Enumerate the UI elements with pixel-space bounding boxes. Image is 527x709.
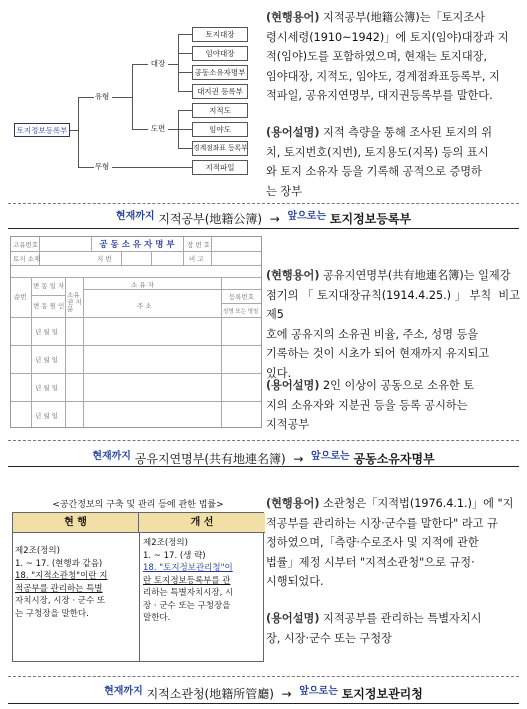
table-header-improved: 개 선: [139, 513, 265, 533]
table-header-current: 현 행: [13, 513, 139, 533]
form-date-cell: 년 월 일: [35, 412, 58, 420]
diagram-item: 경계점좌표 등록부: [192, 141, 248, 156]
form-date-cell: 년 월 일: [35, 356, 58, 364]
current-term-paragraph: (현행용어) 소관청은「지적법(1976.4.1.)」에 "지 적공부를 관리하는 시장·군수를 말한다" 라고 규 정하였으며,「측량·수로조사 및 지적에 관한 법률」제정 시부터 "지적소관청"으로 규정· 시행되었다.: [266, 497, 514, 588]
diagram-sub-ledger: 대장: [150, 59, 166, 68]
table-improved-text: 제2조(정의) 1. ~ 17. (생 략) 18. "토지정보관리청"이 란 토지정보등록부를 관 리하는 특별자치시장, 시 장 · 군수 또는 구청장을 말한다.: [143, 538, 234, 623]
divider: [8, 440, 519, 441]
diagram-item: 대지권 등록부: [192, 84, 248, 99]
divider: [8, 466, 519, 467]
diagram-item: 지적파일: [192, 160, 248, 175]
diagram-item: 공동소유자명부: [192, 65, 248, 80]
diagram-item: 임야대장: [192, 46, 248, 61]
divider: [8, 228, 519, 229]
diagram-group-tangible: 유형: [94, 92, 110, 101]
term-explanation-paragraph: (용어설명) 지적공부를 관리하는 특별자치시 장, 시장·군수 또는 구청장: [266, 612, 482, 645]
diagram-item: 임야도: [192, 122, 248, 137]
law-comparison-table: [12, 512, 264, 662]
term-change-summary: $^{현재까지}$ 공유지연명부(共有地連名簿) → $^{앞으로는}$ 공동소유자명부: [92, 451, 435, 466]
current-term-paragraph: (현행용어) 공유지연명부(共有地連名簿)는 일제강 점기의「토지대장규칙(1914.4.25.)」부칙 비고 제5 호에 공유지의 소유권 비율, 주소, 성명 등을 기록하는 것이 시초가 되어 현재까지 유지되고 있다.: [266, 269, 520, 380]
term-change-summary: $^{현재까지}$ 지적소관청(地籍所管廳) → $^{앞으로는}$ 토지정보관리청: [104, 686, 423, 701]
form-date-cell: 년 월 일: [35, 384, 58, 392]
current-term-paragraph: (현행용어) 지적공부(地籍公簿)는「토지조사 령시세령(1910~1942)」에 토지(임야)대장과 지 적(임야)도를 포함하였으며, 현재는 토지대장, 임야대장, 지적도, 임야도, 경계점좌표등록부, 지 적파일, 공유지연명부, 대지권등록부를 말한다.: [266, 11, 509, 102]
diagram-item: 지적도: [192, 103, 248, 118]
law-title: <공간정보의 구축 및 관리 등에 관한 법률>: [52, 500, 224, 510]
table-current-text: 제2조(정의) 1. ~ 17. (현행과 같음) 18. "지적소관청"이란 지 적공부를 관리하는 특별 자치시장, 시장 · 군수 또 는 구청장을 말한다.: [15, 546, 108, 619]
term-change-summary: $^{현재까지}$ 지적공부(地籍公簿) → $^{앞으로는}$ 토지정보등록부: [115, 211, 412, 226]
diagram-item: 토지대장: [192, 27, 248, 42]
diagram-sub-map: 도면: [150, 124, 166, 133]
co-owner-register-form: 고유번호 공 동 소 유 자 명 부 장 번 호 토지 소재 지 번 비 고 순번 변 동 일 자 변 동 원 인 소유권 지분 소 유 자 주 소 등록번호 성명 또는 명칭 년 월 일 년 월 일 년 월 일 년 월 일: [10, 236, 262, 428]
diagram-root-box: 토지정보등록부: [14, 123, 70, 137]
divider: [8, 203, 519, 204]
diagram-group-intangible: 무형: [94, 162, 110, 171]
form-title: 공 동 소 유 자 명 부: [99, 240, 175, 250]
term-explanation-paragraph: (용어설명) 2인 이상이 공동으로 소유한 토 지의 소유자와 지분권 등을 등록 공시하는 지적공부: [266, 379, 475, 431]
term-explanation-paragraph: (용어설명) 지적 측량을 통해 조사된 토지의 위 치, 토지번호(지번), 토지용도(지목) 등의 표시 와 토지 소유자 등을 기록해 공적으로 증명하 는 장부: [266, 126, 493, 198]
divider: [8, 676, 519, 677]
divider: [8, 703, 519, 704]
form-date-cell: 년 월 일: [35, 328, 58, 336]
